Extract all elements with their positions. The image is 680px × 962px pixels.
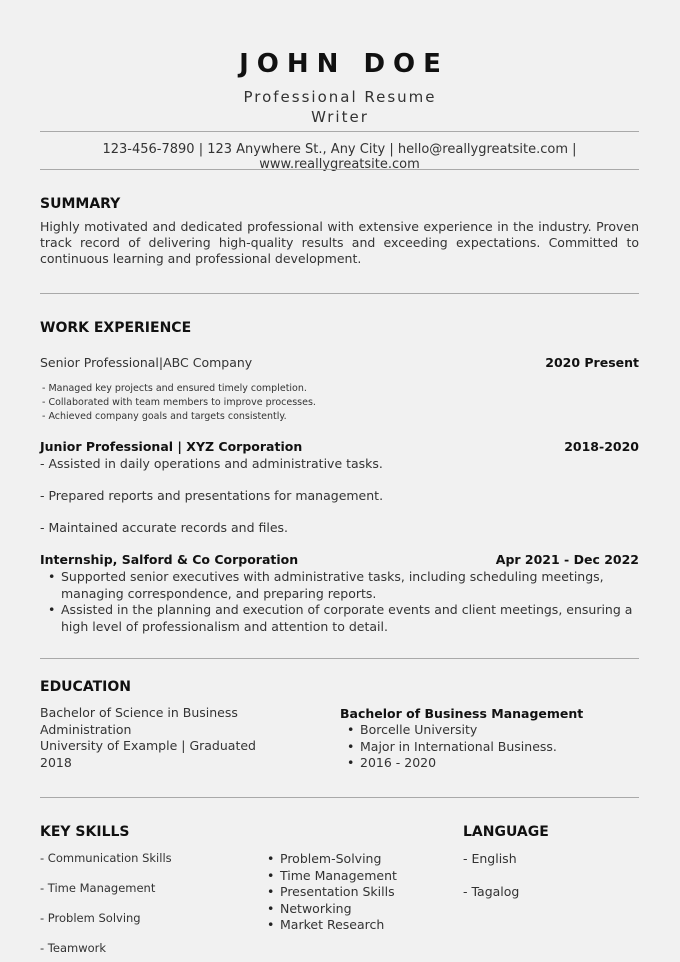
resume-title-line2: Writer <box>311 108 369 126</box>
work-experience-heading: WORK EXPERIENCE <box>40 320 192 336</box>
skill-item: • Networking <box>260 901 397 918</box>
job-date: 2020 Present <box>545 355 639 370</box>
education-detail: • 2016 - 2020 <box>340 755 557 772</box>
education-heading: EDUCATION <box>40 679 131 695</box>
header-divider-bottom <box>40 169 639 170</box>
language-item: - Tagalog <box>463 884 520 899</box>
job-title: Senior Professional|ABC Company <box>40 355 253 370</box>
education-degree: Bachelor of Science in Business Administration <box>40 705 238 737</box>
skill-item: - Communication Skills <box>40 851 172 865</box>
job-duty: - Collaborated with team members to improve processes. <box>42 397 316 408</box>
resume-title-line1: Professional Resume <box>243 88 437 106</box>
job-title: Internship, Salford & Co Corporation <box>40 552 299 567</box>
section-divider <box>40 293 639 294</box>
job-duties-list <box>42 382 316 424</box>
job-duties-list <box>41 569 641 635</box>
job-duty: - Assisted in daily operations and administrative tasks. <box>40 456 383 471</box>
job-duty: - Managed key projects and ensured timely completion. <box>42 383 307 394</box>
skill-item: - Time Management <box>40 881 156 895</box>
education-degree-title: Bachelor of Business Management <box>340 706 584 721</box>
summary-text: Highly motivated and dedicated professional with extensive experience in the industry. Proven track record of delivering high-quality results and exceeding expectations. Committed to continuous learning and professional development. <box>40 219 639 266</box>
education-detail: • Major in International Business. <box>340 739 557 756</box>
contact-info: 123-456-7890 | 123 Anywhere St., Any City | hello@reallygreatsite.com | www.reallygreatsite.com <box>102 142 577 172</box>
key-skills-heading: KEY SKILLS <box>40 824 130 840</box>
resume-name: JOHN DOE <box>239 49 449 79</box>
job-duty: • Supported senior executives with administrative tasks, including scheduling meetings, managing correspondence, and preparing reports. <box>41 569 641 602</box>
job-duty: - Prepared reports and presentations for management. <box>40 488 384 503</box>
summary-heading: SUMMARY <box>40 196 121 212</box>
section-divider <box>40 658 639 659</box>
skill-item: • Presentation Skills <box>260 884 397 901</box>
job-duty: - Maintained accurate records and files. <box>40 520 288 535</box>
job-duty: • Assisted in the planning and execution of corporate events and client meetings, ensuring a high level of professionalism and attention to detail. <box>41 602 641 635</box>
section-divider <box>40 797 639 798</box>
skill-item: - Teamwork <box>40 941 107 955</box>
job-date: 2018-2020 <box>564 439 639 454</box>
education-university: University of Example | Graduated 2018 <box>40 738 256 770</box>
job-title: Junior Professional | XYZ Corporation <box>40 439 303 454</box>
header-divider-top <box>40 131 639 132</box>
skills-bullet-list <box>260 851 397 934</box>
education-detail: • Borcelle University <box>340 722 557 739</box>
skill-item: • Problem-Solving <box>260 851 397 868</box>
education-details-list <box>340 722 557 772</box>
skill-item: - Problem Solving <box>40 911 141 925</box>
job-date: Apr 2021 - Dec 2022 <box>495 552 639 567</box>
skill-item: • Market Research <box>260 917 397 934</box>
skill-item: • Time Management <box>260 868 397 885</box>
job-duty: - Achieved company goals and targets consistently. <box>42 411 287 422</box>
language-item: - English <box>463 851 517 866</box>
language-heading: LANGUAGE <box>463 824 549 840</box>
